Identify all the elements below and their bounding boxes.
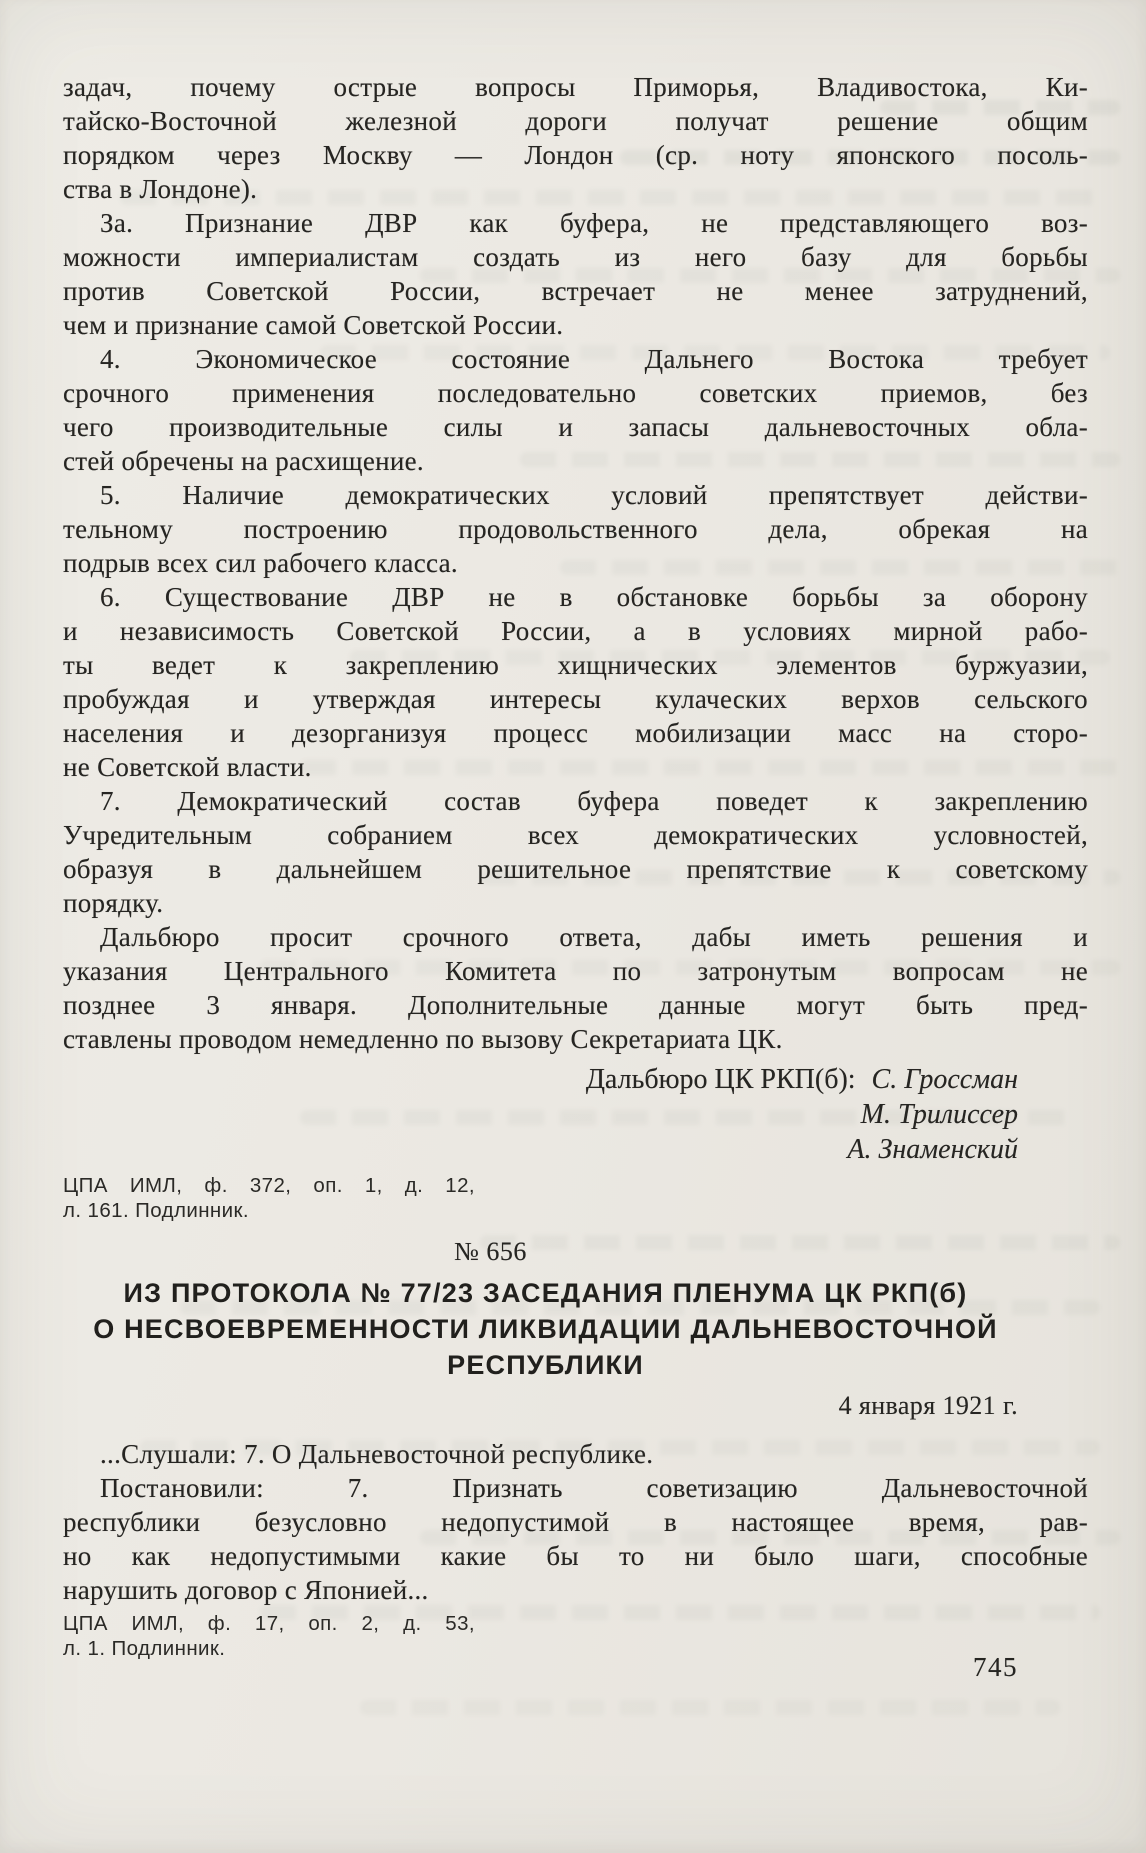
text-line: указания Центрального Комитета по затронутым вопросам не (63, 956, 1088, 986)
text-line: 4. Экономическое состояние Дальнего Востока требует (100, 344, 1088, 374)
source-note-line: ЦПА ИМЛ, ф. 17, оп. 2, д. 53, (63, 1612, 475, 1635)
paragraph (63, 580, 1088, 784)
document-656 (63, 1237, 1088, 1661)
text-line: чем и признание самой Советской России. (63, 310, 564, 340)
text-line: можности империалистам создать из него базу для борьбы (63, 242, 1088, 272)
document-number: № 656 (454, 1237, 527, 1266)
text-line: Дальбюро просит срочного ответа, дабы иметь решения и (100, 922, 1088, 952)
body-paragraphs (63, 70, 1088, 1056)
text-line: Постановили: 7. Признать советизацию Дальневосточной (100, 1473, 1088, 1503)
document-title-line: РЕСПУБЛИКИ (447, 1350, 644, 1380)
document-date: 4 января 1921 г. (838, 1391, 1018, 1420)
source-note-line: л. 1. Подлинник. (63, 1637, 226, 1660)
signature-line (63, 1097, 1018, 1132)
text-line: ты ведет к закреплению хищнических элементов буржуазии, (63, 650, 1088, 680)
text-line: стей обречены на расхищение. (63, 446, 424, 476)
document-continuation (63, 70, 1088, 1223)
signatory-name: С. Гроссман (871, 1064, 1018, 1095)
paragraph (63, 478, 1088, 580)
text-line: ставлены проводом немедленно по вызову Секретариата ЦК. (63, 1024, 783, 1054)
paragraph (63, 342, 1088, 478)
paragraph (63, 1437, 1088, 1471)
text-line: тельному построению продовольственного дела, обрекая на (63, 514, 1088, 544)
text-line: чего производительные силы и запасы дальневосточных обла- (63, 412, 1088, 442)
document-title-line: О НЕСВОЕВРЕМЕННОСТИ ЛИКВИДАЦИИ ДАЛЬНЕВОСТОЧНОЙ (93, 1314, 998, 1344)
text-line: Учредительным собранием всех демократических условностей, (63, 820, 1088, 850)
text-line: 7. Демократический состав буфера поведет к закреплению (100, 786, 1088, 816)
paragraph (63, 920, 1088, 1056)
body-paragraphs (63, 1437, 1088, 1607)
text-line: 5. Наличие демократических условий препятствует действи- (100, 480, 1088, 510)
text-line: срочного применения последовательно советских приемов, без (63, 378, 1088, 408)
text-line: ства в Лондоне). (63, 174, 258, 204)
document-title (63, 1275, 1088, 1383)
bleedthrough-smudge (360, 1700, 1060, 1715)
text-line: нарушить договор с Японией... (63, 1575, 429, 1605)
text-line: пробуждая и утверждая интересы кулаческих верхов сельского (63, 684, 1088, 714)
signature-line (63, 1062, 1018, 1097)
text-line: За. Признание ДВР как буфера, не представляющего воз- (100, 208, 1088, 238)
text-line: населения и дезорганизуя процесс мобилизации масс на сторо- (63, 718, 1088, 748)
document-title-line: ИЗ ПРОТОКОЛА № 77/23 ЗАСЕДАНИЯ ПЛЕНУМА ЦК РКП(б) (123, 1278, 968, 1308)
signatory-name: А. Знаменский (847, 1134, 1018, 1165)
text-line: тайско-Восточной железной дороги получат решение общим (63, 106, 1088, 136)
text-line: задач, почему острые вопросы Приморья, Владивостока, Ки- (63, 72, 1088, 102)
signatory-name: М. Трилиссер (860, 1099, 1018, 1130)
text-line: против Советской России, встречает не менее затруднений, (63, 276, 1088, 306)
text-line: образуя в дальнейшем решительное препятствие к советскому (63, 854, 1088, 884)
paragraph (63, 206, 1088, 342)
page-number: 745 (973, 1652, 1018, 1682)
text-line: позднее 3 января. Дополнительные данные могут быть пред- (63, 990, 1088, 1020)
paragraph (63, 784, 1088, 920)
text-line: не Советской власти. (63, 752, 312, 782)
text-line: порядком через Москву — Лондон (ср. ноту японского посоль- (63, 140, 1088, 170)
text-line: подрыв всех сил рабочего класса. (63, 548, 458, 578)
text-line: ...Слушали: 7. О Дальневосточной республике. (100, 1439, 654, 1469)
paragraph (63, 1471, 1088, 1607)
text-line: порядку. (63, 888, 164, 918)
paragraph (63, 70, 1088, 206)
signature-line (63, 1132, 1018, 1167)
source-note-line: л. 161. Подлинник. (63, 1199, 249, 1222)
signature-org-label: Дальбюро ЦК РКП(б): (585, 1064, 856, 1095)
source-note-line: ЦПА ИМЛ, ф. 372, оп. 1, д. 12, (63, 1174, 475, 1197)
archive-source-note (63, 1173, 475, 1223)
archive-source-note (63, 1611, 475, 1661)
text-line: но как недопустимыми какие бы то ни было шаги, способные (63, 1541, 1088, 1571)
text-line: республики безусловно недопустимой в настоящее время, рав- (63, 1507, 1088, 1537)
signature-block (63, 1062, 1088, 1167)
text-line: и независимость Советской России, а в условиях мирной рабо- (63, 616, 1088, 646)
text-line: 6. Существование ДВР не в обстановке борьбы за оборону (100, 582, 1088, 612)
